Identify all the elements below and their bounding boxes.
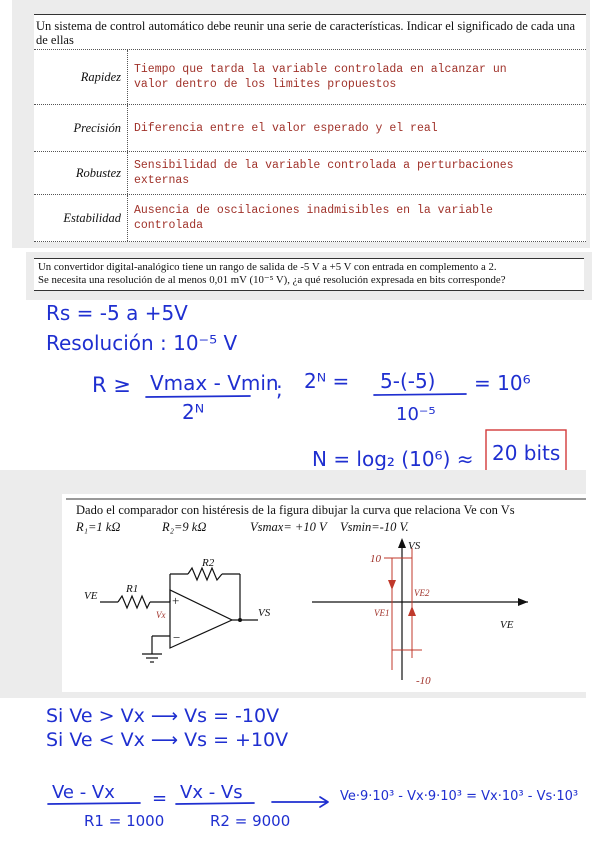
answer-text: Sensibilidad de la variable controlada a perturbaciones externas	[134, 159, 514, 187]
question-3-figure	[62, 494, 586, 692]
fraction-bar	[176, 803, 254, 804]
hand-frac1-den: 2ᴺ	[182, 400, 205, 424]
question-1-card	[34, 14, 586, 242]
hand-frac1-num: Vmax - Vmin	[150, 371, 279, 395]
minus-terminal: −	[173, 630, 181, 645]
r2-label: R2	[202, 557, 215, 569]
fraction-bar	[146, 396, 250, 397]
ve-axis-label: VE	[500, 619, 514, 631]
r2-value: R₂=9 kΩ	[162, 520, 207, 534]
term-label: Rapidez	[34, 50, 128, 104]
comparator-circuit	[100, 568, 258, 662]
fraction-bar	[374, 394, 466, 395]
ve2-label: VE2	[414, 588, 430, 598]
answer-row-robustez	[34, 151, 586, 194]
r1-label: R1	[126, 583, 139, 595]
term-label: Robustez	[34, 152, 128, 194]
vsmax-value: Vsmax= +10 V	[250, 520, 327, 534]
hand-eq2-left: 2ᴺ =	[304, 369, 350, 393]
hand-frac2-num: 5-(-5)	[380, 369, 436, 393]
graph-bottom-value: -10	[416, 675, 431, 687]
hand-answer: 20 bits	[492, 441, 561, 465]
question-2-panel	[26, 252, 592, 300]
hand-r-ge: R ≥	[92, 373, 131, 397]
question-2-line-2: Se necesita una resolución de al menos 0,01 mV (10⁻⁵ V), ¿a qué resolución expresada en bits corresponde?	[38, 274, 506, 286]
hand-f2-num: Vx - Vs	[180, 782, 243, 803]
hand-frac2-den: 10⁻⁵	[396, 404, 436, 425]
hand-line-resolution: Resolución : 10⁻⁵ V	[46, 331, 238, 355]
hand-eq2-right: = 10⁶	[474, 371, 531, 395]
hand-result: Ve·9·10³ - Vx·9·10³ = Vx·10³ - Vs·10³	[340, 789, 579, 804]
vsmin-value: Vsmin=-10 V.	[340, 520, 409, 534]
answer-text: Tiempo que tarda la variable controlada en alcanzar un valor dentro de los limites propuestos	[134, 63, 507, 91]
answer-row-precision	[34, 104, 586, 151]
hand-separator: ;	[276, 377, 283, 401]
question-2-line-1: Un convertidor digital-analógico tiene un rango de salida de -5 V a +5 V con entrada en complemento a 2.	[38, 261, 497, 273]
output-node	[238, 618, 242, 622]
answer-row-estabilidad	[34, 194, 586, 242]
answer-text: Diferencia entre el valor esperado y el real	[134, 121, 438, 135]
hand-line-range: Rs = -5 a +5V	[46, 301, 188, 325]
answer-row-rapidez	[34, 49, 586, 104]
question-1-panel	[12, 0, 590, 248]
hand-f2-den: R2 = 9000	[210, 812, 291, 830]
graph-top-value: 10	[370, 553, 381, 565]
ve-label: VE	[84, 590, 98, 602]
hand-log-line: N = log₂ (10⁶) ≈	[312, 447, 474, 470]
plus-terminal: +	[172, 593, 180, 608]
question-2-card	[34, 258, 584, 291]
fraction-bar	[48, 803, 140, 804]
ve1-label: VE1	[374, 608, 390, 618]
question-3-panel	[0, 470, 586, 698]
answer-text: Ausencia de oscilaciones inadmisibles en la variable controlada	[134, 204, 493, 232]
term-label: Estabilidad	[34, 195, 128, 241]
question-3-title: Dado el comparador con histéresis de la figura dibujar la curva que relaciona Ve con Vs	[76, 503, 515, 517]
question-3-card	[62, 494, 586, 692]
hand-f1-num: Ve - Vx	[52, 782, 115, 803]
vs-axis-label: VS	[408, 540, 421, 552]
hand-equals: =	[152, 788, 168, 809]
handwritten-solution-1	[0, 300, 600, 470]
vs-label: VS	[258, 607, 271, 619]
term-label: Precisión	[34, 105, 128, 151]
hysteresis-graph	[312, 538, 528, 680]
vx-label: Vx	[156, 610, 166, 620]
hand-case-1: Si Ve > Vx ⟶ Vs = -10V	[46, 705, 280, 727]
handwritten-solution-2	[0, 698, 600, 848]
arrow	[272, 797, 328, 807]
hand-f1-den: R1 = 1000	[84, 812, 165, 830]
question-1-text: Un sistema de control automático debe reunir una serie de características. Indicar el significado de cada una de ellas	[36, 19, 576, 47]
r1-value: R₁=1 kΩ	[76, 520, 121, 534]
hand-case-2: Si Ve < Vx ⟶ Vs = +10V	[46, 729, 289, 751]
